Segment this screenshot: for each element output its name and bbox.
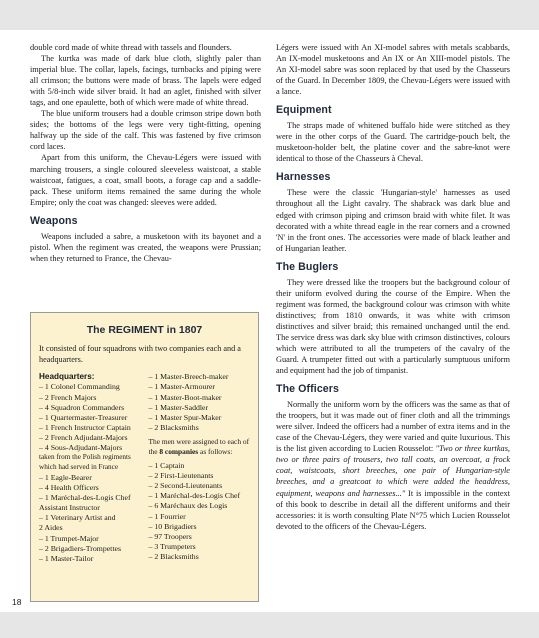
- list-item: – 1 Master-Saddler: [148, 402, 209, 412]
- regiment-sidebar-box: [30, 312, 259, 602]
- bottom-margin: [0, 612, 539, 638]
- list-item: – 1 Master-Armourer: [148, 382, 216, 392]
- list-item: – 97 Troopers: [148, 531, 192, 541]
- list-item: – 4 Health Officers: [39, 482, 99, 492]
- box-intro: It consisted of four squadrons with two companies each and a headquarters.: [39, 344, 241, 364]
- list-item: – 1 French Instructor Captain: [39, 422, 131, 432]
- paragraph: Légers were issued with An XI-model sabres with metals scabbards, An IX-model musketoons and An IX or An XIII-model pistols. The An XI-model sabre was soon replaced by that used by the Chasseurs of the Guard. In December 1809, the Chevau-Légers were issued with a lance.: [276, 43, 510, 97]
- quotation: "Two or three kurtkas, two or three pairs of trousers, two tall coats, an overcoat, a frock coat, waistcoats, short breeches, one pair of Hungarian-style breeches, and a greatcoat to which were added the headdress, equipment, weapons and harnesses...": [276, 444, 510, 498]
- list-item: – 1 Master-Tailor: [39, 553, 94, 563]
- list-item: – 1 Eagle-Bearer: [39, 472, 92, 482]
- list-item: – 1 Trumpet-Major: [39, 533, 99, 543]
- note-bold: 8 companies: [159, 446, 199, 456]
- paragraph: Weapons included a sabre, a musketoon with its bayonet and a pistol. When the regiment was created, the weapons were Prussian; when they returned to France, the Chevau-: [30, 231, 261, 263]
- list-item: – 1 Master-Boot-maker: [148, 392, 222, 402]
- paragraph: The kurtka was made of dark blue cloth, slightly paler than imperial blue. The collar, lapels, facings, turnbacks and piping were all crimson; the buttons were made of brass. The lapels were edged with 5/8-inch wide silver braid. It had an aglet, finished with silver tags, and one epaulette, both of which were made of white thread.: [30, 54, 261, 108]
- box-title: The REGIMENT in 1807: [86, 324, 203, 336]
- box-left-list: [39, 372, 148, 564]
- headquarters-label: Headquarters:: [39, 372, 95, 382]
- section-heading-equipment: Equipment: [276, 104, 332, 117]
- list-item: – 10 Brigadiers: [148, 521, 197, 531]
- list-item: – 2 Blacksmiths: [148, 552, 199, 562]
- list-item: – 1 Captain: [148, 460, 185, 470]
- list-item: – 6 Maréchaux des Logis: [148, 501, 228, 511]
- section-heading-weapons: Weapons: [30, 214, 78, 227]
- list-item: – 1 Master Spur-Maker: [148, 412, 222, 422]
- list-item: – 2 First-Lieutenants: [148, 470, 214, 480]
- paragraph: These were the classic 'Hungarian-style' harnesses as used throughout all the Light cavalry. The shabrack was dark blue and edged with crimson piping and crimson braid with white filet. It was decorated with a white thread eagle in the rear corners and a crowned 'N' in the front ones. The accessories were made of black leather and of Hungarian leather.: [276, 188, 510, 253]
- list-item: – 1 Master-Breech-maker: [148, 372, 229, 382]
- list-item: – 2 Brigadiers-Trompettes: [39, 543, 122, 553]
- paragraph-text: Normally the uniform worn by the officers was the same as that of the troopers, but it was made out of finer cloth and all the trimmings were silver. Indeed the officers had a number of extra items and in the case of the Chevau-Légers, they were varied and quite luxurious. This is the list given according to Lucien Rousselot:: [276, 400, 510, 454]
- note-text: as follows:: [198, 446, 233, 456]
- list-item: – 1 Colonel Commanding: [39, 382, 120, 392]
- companies-note: [148, 437, 250, 457]
- paragraph-text: It is impossible in the context of this book to describe in detail all the different uniforms and their accessories: it is worth consulting Plate N°75 which Lucien Rousselot devoted to the officers of the Chevau-Légers.: [276, 488, 511, 531]
- list-item: – 2 Second-Lieutenants: [148, 481, 223, 491]
- section-heading-officers: The Officers: [276, 383, 340, 396]
- list-item: – 1 Maréchal-des-Logis Chef: [148, 491, 241, 501]
- page-number: 18: [12, 597, 22, 607]
- left-column: [30, 42, 261, 264]
- list-item: – 1 Veterinary Artist and: [39, 513, 116, 523]
- list-item: – 1 Quartermaster-Treasurer: [39, 412, 128, 422]
- paragraph: The straps made of whitened buffalo hide were stitched as they were in the other corps of the Guard. The cartridge-pouch belt, the musketoon-holder belt, the platine cover and the sabre-knot were identical to those of the Chasseurs à Cheval.: [276, 121, 510, 164]
- paragraph: double cord made of white thread with tassels and flounders.: [30, 43, 232, 52]
- box-right-list: [148, 372, 250, 564]
- paragraph: [276, 399, 510, 532]
- list-item: – 2 French Adjudant-Majors: [39, 433, 128, 443]
- list-item: Assistant Instructor: [39, 503, 100, 513]
- list-item: – 2 Blacksmiths: [148, 422, 199, 432]
- list-item: – 3 Trumpeters: [148, 541, 196, 551]
- section-heading-harnesses: Harnesses: [276, 171, 331, 184]
- hq-note: taken from the Polish regiments which had served in France: [39, 453, 131, 472]
- paragraph: They were dressed like the troopers but the background colour of their uniform evolved during the course of the Empire. When the regiment was formed, the background colour was crimson with white distinctives; from 1810 onwards, it was white with crimson distinctives and silver braid; this remained unchanged until the end. The service dress was dark sky blue with crimson distinctives, colours which were attributed to all the trumpeters of the cavalry of the Guard. A trumpeter fitted out with a particularly sumptuous uniform and equipment had the job of timpanist.: [276, 277, 510, 376]
- note-text: The men were assigned to each of the: [148, 437, 250, 456]
- list-item: – 1 Maréchal-des-Logis Chef: [39, 492, 131, 502]
- list-item: – 4 Sous-Adjudant-Majors: [39, 443, 123, 453]
- list-item: – 2 French Majors: [39, 392, 97, 402]
- top-margin: [0, 0, 539, 30]
- list-item: – 4 Squadron Commanders: [39, 402, 125, 412]
- section-heading-buglers: The Buglers: [276, 260, 339, 273]
- list-item: – 1 Fourrier: [148, 511, 186, 521]
- paragraph: Apart from this uniform, the Chevau-Légers were issued with marching trousers, a single coloured sleeveless waistcoat, a stable waistcoat, fatigues, a coat, small boots, a forage cap and a saddle-pack. These uniform items remained the same during the whole Empire; only the coat was changed: sleeves were added.: [30, 153, 261, 207]
- list-item: 2 Aides: [39, 523, 63, 533]
- paragraph: The blue uniform trousers had a double crimson stripe down both sides; the bottoms of the legs were very tight-fitting, opening halfway up the side of the calf. This was fastened by five crimson cord laces.: [30, 109, 261, 152]
- right-column: [276, 42, 510, 532]
